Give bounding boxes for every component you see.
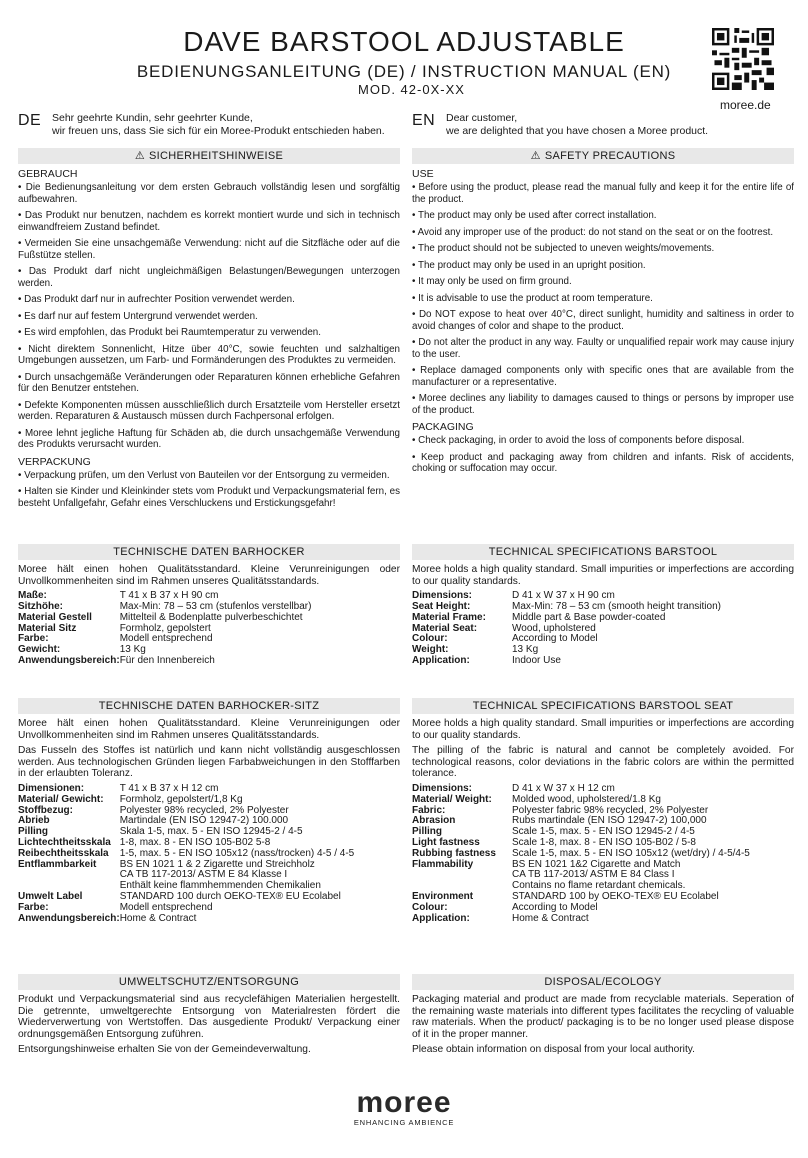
list-item: • Moree lehnt jegliche Haftung für Schäden ab, die durch unsachgemäße Verwendung des Produkts verursacht wurden.	[18, 428, 400, 451]
spec-value: CA TB 117-2013/ ASTM E 84 Klasse I	[119, 869, 288, 881]
list-item: • Die Bedienungsanleitung vor dem ersten Gebrauch vollständig lesen und sorgfältig aufbewahren.	[18, 182, 400, 205]
spec-label: Fabric:	[412, 804, 446, 816]
list-item: • Do not alter the product in any way. Faulty or unqualified repair work may cause injury to the user.	[412, 337, 794, 360]
spec-label: Umwelt Label	[18, 890, 83, 902]
table-row	[412, 914, 794, 925]
list-item: • Das Produkt darf nur in aufrechter Position verwendet werden.	[18, 294, 400, 306]
spec-label: Rubbing fastness	[412, 847, 496, 859]
seat-note: The pilling of the fabric is natural and cannot be completely avoided. For technological reasons, color deviations in the fabric colors are within the permitted tolerance.	[412, 745, 794, 780]
spec-value: T 41 x B 37 x H 90 cm	[119, 590, 219, 602]
spec-label	[412, 870, 512, 881]
spec-value: STANDARD 100 durch OEKO-TEX® EU Ecolabel	[119, 890, 341, 902]
spec-value: Rubs martindale (EN ISO 12947-2) 100,000	[512, 815, 707, 827]
spec-label: Abrasion	[412, 815, 456, 827]
spec-label: Material Frame:	[412, 611, 486, 623]
spec-value: Contains no flame retardant chemicals.	[512, 880, 686, 892]
tech-spec-table	[18, 591, 400, 667]
spec-value: According to Model	[512, 901, 598, 913]
section-header-eco: DISPOSAL/ECOLOGY	[412, 974, 794, 990]
table-row	[412, 795, 794, 806]
table-row	[18, 795, 400, 806]
seat-intro: Moree holds a high quality standard. Small impurities or imperfections are according to our quality standards.	[412, 718, 794, 741]
spec-label: Abrieb	[18, 815, 50, 827]
spec-label: Stoffbezug:	[18, 804, 73, 816]
tech-intro: Moree hält einen hohen Qualitätsstandard. Kleine Verunreinigungen oder Unvollkommenheiten sind im Rahmen unseres Qualitätsstandards.	[18, 564, 400, 587]
list-item: • Defekte Komponenten müssen ausschließlich durch Ersatzteile vom Hersteller ersetzt werden. Reparaturen & Austausch müssen durch Fachpersonal erfolgen.	[18, 400, 400, 423]
spec-label: Sitzhöhe:	[18, 600, 63, 612]
section-header-eco: UMWELTSCHUTZ/ENTSORGUNG	[18, 974, 400, 990]
spec-value: 13 Kg	[119, 644, 146, 656]
spec-value: T 41 x B 37 x H 12 cm	[119, 782, 219, 794]
list-item: • Halten sie Kinder und Kleinkinder stets vom Produkt und Verpackungsmaterial fern, es besteht Unfallgefahr, Gefahr eines Verschluckens und Erstickungsgefahr!	[18, 486, 400, 509]
greeting-de	[18, 112, 400, 142]
table-row	[18, 634, 400, 645]
spec-label: Pilling	[18, 826, 48, 838]
seat-section-en	[412, 692, 794, 924]
language-code: DE	[18, 112, 42, 129]
table-row	[412, 892, 794, 903]
list-item: • The product should not be subjected to uneven weights/movements.	[412, 243, 794, 255]
eco-paragraph-1: Produkt und Verpackungsmaterial sind aus recyclefähigen Materialien hergestellt. Die getrennte, umweltgerechte Entsorgung von Materialresten fördert die Wiederverwertung von Wertstoffen. Das ausgediente Produkt/ Verpackung einer ordnungsgemäßen Entsorgung zuführen.	[18, 994, 400, 1040]
greeting-line-1: Sehr geehrte Kundin, sehr geehrter Kunde,	[52, 112, 253, 124]
spec-label: Seat Height:	[412, 600, 471, 612]
spec-value: Für den Innenbereich	[119, 654, 215, 666]
list-item: • Moree declines any liability to damages caused to things or persons by improper use of the product.	[412, 393, 794, 416]
spec-label: Environment	[412, 890, 474, 902]
header	[0, 0, 808, 112]
spec-value: Home & Contract	[512, 912, 589, 924]
spec-label: Weight:	[412, 644, 449, 656]
spec-value: Max-Min: 78 – 53 cm (stufenlos verstellbar)	[119, 600, 312, 612]
list-item: • Das Produkt nur benutzen, nachdem es korrekt montiert wurde und sich in technisch einwandfreiem Zustand befindet.	[18, 210, 400, 233]
list-item: • Durch unsachgemäße Veränderungen oder Reparaturen können erhebliche Gefahren für den Benutzer entstehen.	[18, 372, 400, 395]
seat-note: Das Fusseln des Stoffes ist natürlich und kann nicht vollständig ausgeschlossen werden. Aus technologischen Gründen liegen Farbabweichungen in den Stofffarben in der erlaubten Toleranz.	[18, 745, 400, 780]
spec-value: Max-Min: 78 – 53 cm (smooth height transition)	[512, 600, 721, 612]
tech-intro: Moree holds a high quality standard. Small impurities or imperfections are according to our quality standards.	[412, 564, 794, 587]
table-row	[412, 613, 794, 624]
spec-label: Dimensions:	[412, 782, 473, 794]
spec-label: Material Sitz	[18, 622, 77, 634]
spec-label: Farbe:	[18, 633, 49, 645]
spec-label: Farbe:	[18, 901, 49, 913]
list-item: • Before using the product, please read the manual fully and keep it for the entire life of the product.	[412, 182, 794, 205]
list-item: • Nicht direktem Sonnenlicht, Hitze über 40°C, sowie feuchten und salzhaltigen Umgebungen aussetzen, um Farb- und Formänderungen des Produktes zu vermeiden.	[18, 344, 400, 367]
spec-label: Reibechtheitsskala	[18, 847, 109, 859]
spec-label: Material Seat:	[412, 622, 478, 634]
table-row	[18, 914, 400, 925]
spec-label: Light fastness	[412, 836, 480, 848]
spec-value: 1-8, max. 8 - EN ISO 105-B02 5-8	[119, 836, 271, 848]
table-row	[18, 849, 400, 860]
list-item: • The product may only be used after correct installation.	[412, 210, 794, 222]
use-list	[18, 182, 400, 451]
spec-value: BS EN 1021 1 & 2 Zigarette und Streichholz	[119, 858, 315, 870]
seat-section-de	[18, 692, 400, 924]
list-item: • Check packaging, in order to avoid the loss of components before disposal.	[412, 435, 794, 447]
seat-intro: Moree hält einen hohen Qualitätsstandard. Kleine Verunreinigungen oder Unvollkommenheiten sind im Rahmen unseres Qualitätsstandards.	[18, 718, 400, 741]
spec-value: Formholz, gepolstert	[119, 622, 211, 634]
list-item: • The product may only be used in an upright position.	[412, 260, 794, 272]
table-row	[412, 624, 794, 635]
spec-label: Anwendungsbereich:	[18, 654, 120, 666]
greeting-en	[412, 112, 794, 142]
eco-section-en	[412, 968, 794, 1060]
spec-value: 13 Kg	[512, 644, 539, 656]
eco-paragraph-2: Please obtain information on disposal from your local authority.	[412, 1044, 695, 1056]
spec-label: Dimensions:	[412, 590, 473, 602]
packaging-list	[412, 435, 794, 475]
spec-label: Material/ Gewicht:	[18, 793, 104, 805]
eco-section-de	[18, 968, 400, 1060]
spec-value: Polyester 98% recycled, 2% Polyester	[119, 804, 289, 816]
model-number: MOD. 42-0X-XX	[358, 82, 465, 97]
tech-section-de	[18, 538, 400, 667]
list-item: • It is advisable to use the product at room temperature.	[412, 293, 794, 305]
logo-wordmark: moree	[356, 1086, 452, 1119]
spec-value: Scale 1-8, max. 8 - EN ISO 105-B02 / 5-8	[512, 836, 696, 848]
section-header-safety: ⚠ SAFETY PRECAUTIONS	[412, 148, 794, 164]
greeting-line-2: wir freuen uns, dass Sie sich für ein Moree-Produkt entschieden haben.	[52, 125, 385, 137]
tech-section-en	[412, 538, 794, 667]
section-header-seat: TECHNICAL SPECIFICATIONS BARSTOOL SEAT	[412, 698, 794, 714]
section-header-safety: ⚠ SICHERHEITSHINWEISE	[18, 148, 400, 164]
section-header-tech: TECHNISCHE DATEN BARHOCKER	[18, 544, 400, 560]
spec-value: According to Model	[512, 633, 598, 645]
spec-value: BS EN 1021 1&2 Cigarette and Match	[512, 858, 681, 870]
spec-label: Colour:	[412, 901, 448, 913]
list-item: • Avoid any improper use of the product: do not stand on the seat or on the footrest.	[412, 227, 794, 239]
spec-value: Modell entsprechend	[119, 901, 213, 913]
spec-value: Scale 1-5, max. 5 - EN ISO 105x12 (wet/dry) / 4-5/4-5	[512, 847, 750, 859]
spec-value: Enthält keine flammhemmenden Chemikalien	[119, 880, 321, 892]
spec-value: Scale 1-5, max. 5 - EN ISO 12945-2 / 4-5	[512, 826, 695, 838]
spec-value: Modell entsprechend	[119, 633, 213, 645]
qr-code-icon[interactable]	[712, 28, 774, 90]
list-item: • Verpackung prüfen, um den Verlust von Bauteilen vor der Entsorgung zu vermeiden.	[18, 470, 400, 482]
use-list	[412, 182, 794, 416]
spec-value: 1-5, max. 5 - EN ISO 105x12 (nass/trocken) 4-5 / 4-5	[119, 847, 355, 859]
website-link[interactable]: moree.de	[720, 98, 771, 112]
table-row	[18, 613, 400, 624]
list-item: • Es wird empfohlen, das Produkt bei Raumtemperatur zu verwenden.	[18, 327, 400, 339]
spec-label: Anwendungsbereich:	[18, 912, 120, 924]
spec-value: STANDARD 100 by OEKO-TEX® EU Ecolabel	[512, 890, 719, 902]
greeting-line-1: Dear customer,	[446, 112, 518, 124]
spec-value: Skala 1-5, max. 5 - EN ISO 12945-2 / 4-5	[119, 826, 303, 838]
spec-label: Entflammbarkeit	[18, 858, 97, 870]
list-item: • Vermeiden Sie eine unsachgemäße Verwendung: nicht auf die Sitzfläche oder auf die Fußstütze stellen.	[18, 238, 400, 261]
warning-icon: ⚠	[134, 150, 146, 162]
page-title: DAVE BARSTOOL ADJUSTABLE	[183, 26, 625, 57]
subheading-use: USE	[412, 168, 434, 180]
language-code: EN	[412, 112, 436, 129]
spec-value: Martindale (EN ISO 12947-2) 100.000	[119, 815, 289, 827]
tech-spec-table	[412, 591, 794, 667]
section-header-tech: TECHNICAL SPECIFICATIONS BARSTOOL	[412, 544, 794, 560]
spec-label: Dimensionen:	[18, 782, 85, 794]
spec-value: D 41 x W 37 x H 90 cm	[512, 590, 615, 602]
table-row	[412, 656, 794, 667]
packaging-list	[18, 470, 400, 510]
subheading-use: GEBRAUCH	[18, 168, 78, 180]
spec-value: Mittelteil & Bodenplatte pulverbeschichtet	[119, 611, 303, 623]
table-row	[412, 849, 794, 860]
subheading-packaging: VERPACKUNG	[18, 455, 91, 468]
spec-value: Middle part & Base powder-coated	[512, 611, 666, 623]
list-item: • Das Produkt darf nicht ungleichmäßigen Belastungen/Bewegungen unterzogen werden.	[18, 266, 400, 289]
seat-spec-table	[412, 784, 794, 924]
spec-label: Application:	[412, 912, 470, 924]
spec-label: Gewicht:	[18, 644, 61, 656]
spec-label: Lichtechtheitsskala	[18, 836, 111, 848]
seat-spec-table	[18, 784, 400, 924]
spec-value: Polyester fabric 98% recycled, 2% Polyester	[512, 804, 709, 816]
spec-label: Pilling	[412, 826, 442, 838]
brand-logo	[304, 1086, 504, 1127]
greeting-line-2: we are delighted that you have chosen a Moree product.	[446, 125, 709, 137]
spec-value: CA TB 117-2013/ ASTM E 84 Class I	[512, 869, 675, 881]
list-item: • Keep product and packaging away from children and infants. Risk of accidents, choking or suffocation may occur.	[412, 452, 794, 475]
spec-value: Formholz, gepolstert/1,8 Kg	[119, 793, 243, 805]
spec-value: Wood, upholstered	[512, 622, 596, 634]
table-row	[412, 634, 794, 645]
list-item: • Do NOT expose to heat over 40°C, direct sunlight, humidity and saltiness in order to avoid changes of color and shape to the product.	[412, 309, 794, 332]
logo-tagline: ENHANCING AMBIENCE	[353, 1118, 455, 1127]
table-row	[18, 903, 400, 914]
spec-value: Molded wood, upholstered/1.8 Kg	[512, 793, 661, 805]
eco-paragraph-2: Entsorgungshinweise erhalten Sie von der Gemeindeverwaltung.	[18, 1044, 311, 1056]
list-item: • It may only be used on firm ground.	[412, 276, 794, 288]
column-de	[18, 112, 400, 514]
spec-label: Application:	[412, 654, 470, 666]
section-header-seat: TECHNISCHE DATEN BARHOCKER-SITZ	[18, 698, 400, 714]
warning-icon: ⚠	[530, 150, 541, 162]
spec-value: Home & Contract	[119, 912, 197, 924]
spec-label: Material/ Weight:	[412, 793, 492, 805]
spec-label: Flammability	[412, 858, 474, 870]
eco-paragraph-1: Packaging material and product are made from recyclable materials. Seperation of the remaining waste materials into different types facilitates the recycling of valuable raw materials. When the product/ packaging is to be no longer used please dispose of it in the proper manner.	[412, 994, 794, 1040]
spec-label: Maße:	[18, 590, 47, 602]
spec-value: D 41 x W 37 x H 12 cm	[512, 782, 615, 794]
table-row	[18, 656, 400, 667]
table-row	[412, 903, 794, 914]
spec-value: Indoor Use	[512, 654, 561, 666]
list-item: • Replace damaged components only with specific ones that are available from the manufacturer or a representative.	[412, 365, 794, 388]
spec-label: Colour:	[412, 633, 448, 645]
subheading-packaging: PACKAGING	[412, 421, 474, 433]
spec-label	[18, 870, 120, 881]
page-subtitle: BEDIENUNGSANLEITUNG (DE) / INSTRUCTION MANUAL (EN)	[136, 62, 672, 81]
list-item: • Es darf nur auf festem Untergrund verwendet werden.	[18, 311, 400, 323]
spec-label: Material Gestell	[18, 611, 92, 623]
column-en	[412, 112, 794, 480]
